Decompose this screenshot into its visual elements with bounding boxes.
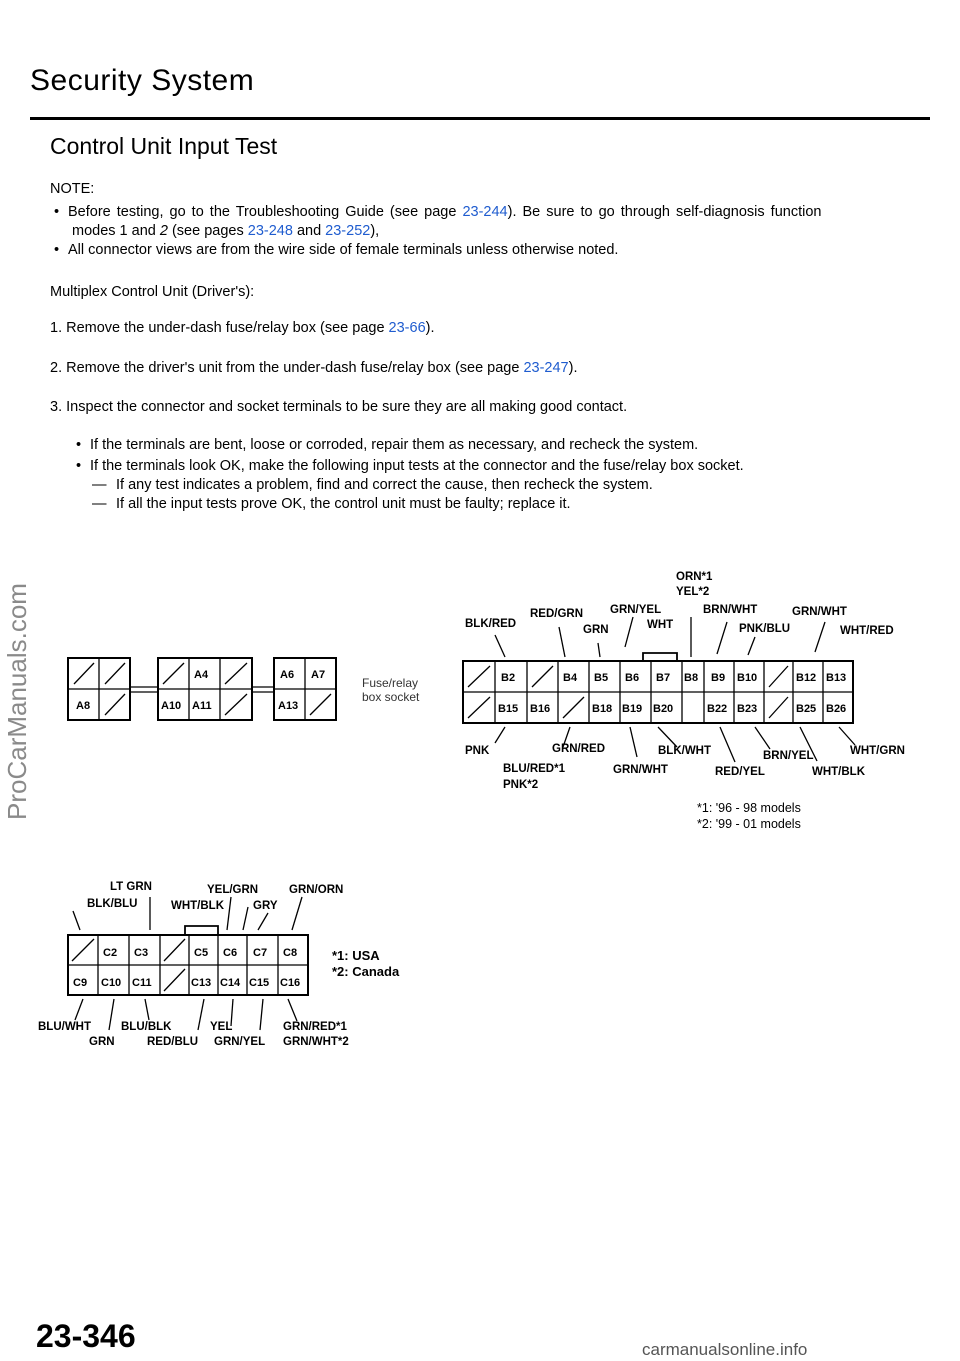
page-link-23-252[interactable]: 23-252 bbox=[325, 223, 371, 239]
pin-b9: B9 bbox=[711, 672, 726, 684]
section-subtitle: Control Unit Input Test bbox=[50, 133, 278, 159]
footnote: *1: USA bbox=[332, 948, 380, 963]
pin-b13: B13 bbox=[826, 672, 847, 684]
mode-number: 2 bbox=[159, 223, 168, 239]
pin-b7: B7 bbox=[656, 672, 671, 684]
pin-c10: C10 bbox=[101, 977, 122, 989]
side-watermark bbox=[2, 583, 38, 830]
note-text: and bbox=[292, 223, 326, 239]
wire-label-red-grn: RED/GRN bbox=[530, 608, 584, 620]
step-3-bullet-1: • If the terminals are bent, loose or corroded, repair them as necessary, and recheck the system. bbox=[90, 436, 698, 454]
step-3-dash-1: — If any test indicates a problem, find and correct the cause, then recheck the system. bbox=[116, 476, 653, 494]
wire-label-brn-wht: BRN/WHT bbox=[703, 604, 758, 616]
pin-a6: A6 bbox=[280, 669, 295, 681]
step-text: ). bbox=[425, 320, 435, 336]
pin-b16: B16 bbox=[530, 703, 551, 715]
note-text: ), bbox=[370, 223, 380, 239]
connector-b-footnotes bbox=[697, 800, 801, 832]
wire-label-grn-wht-c: GRN/WHT*2 bbox=[283, 1036, 349, 1048]
note-text: (see pages bbox=[167, 223, 248, 239]
pin-a11: A11 bbox=[192, 700, 212, 712]
wire-label-wht: WHT bbox=[647, 619, 674, 631]
step-3-dash-2: — If all the input tests prove OK, the control unit must be faulty; replace it. bbox=[116, 495, 571, 513]
step-3: 3. Inspect the connector and socket terminals to be sure they are all making good contact. bbox=[50, 399, 628, 415]
connector-b-diagram bbox=[455, 565, 930, 795]
caption-line: box socket bbox=[362, 690, 420, 704]
footer-watermark: carmanualsonline.info bbox=[642, 1340, 808, 1359]
wire-label-blk-red: BLK/RED bbox=[465, 618, 517, 630]
step-1 bbox=[50, 319, 435, 337]
pin-c6: C6 bbox=[223, 947, 238, 959]
wire-label-lt-grn: LT GRN bbox=[110, 881, 152, 893]
wire-label-wht-red: WHT/RED bbox=[840, 625, 894, 637]
pin-b12: B12 bbox=[796, 672, 817, 684]
title-rule bbox=[30, 117, 930, 120]
pin-a10: A10 bbox=[161, 700, 182, 712]
page-link-23-247[interactable]: 23-247 bbox=[523, 360, 569, 376]
pin-a7: A7 bbox=[311, 669, 326, 681]
wire-label-pnk-blu: PNK/BLU bbox=[739, 623, 791, 635]
pin-a8: A8 bbox=[76, 700, 91, 712]
pin-b2: B2 bbox=[501, 672, 516, 684]
step-text: 1. Remove the under-dash fuse/relay box (see page bbox=[50, 320, 389, 336]
pin-b10: B10 bbox=[737, 672, 758, 684]
wire-label-grn-wht: GRN/WHT bbox=[792, 606, 847, 618]
caption-line: Fuse/relay bbox=[362, 676, 419, 690]
wire-label-blu-blk: BLU/BLK bbox=[121, 1021, 172, 1033]
step-3-bullet-2: • If the terminals look OK, make the following input tests at the connector and the fuse/relay box socket. bbox=[90, 457, 744, 475]
wire-label-grn: GRN bbox=[583, 624, 609, 636]
wire-label-yel-grn: YEL/GRN bbox=[207, 884, 259, 896]
page-number: 23-346 bbox=[36, 1318, 136, 1354]
pin-b8: B8 bbox=[684, 672, 699, 684]
pin-c8: C8 bbox=[283, 947, 298, 959]
pin-b20: B20 bbox=[653, 703, 674, 715]
note-bullet-1 bbox=[68, 203, 928, 221]
pin-b18: B18 bbox=[592, 703, 613, 715]
pin-b19: B19 bbox=[622, 703, 643, 715]
pin-b15: B15 bbox=[498, 703, 519, 715]
wire-label-grn-red-c: GRN/RED*1 bbox=[283, 1021, 347, 1033]
pin-c2: C2 bbox=[103, 947, 118, 959]
connector-a-diagram bbox=[60, 650, 360, 725]
wire-label-grn-c: GRN bbox=[89, 1036, 115, 1048]
footnote: *2: '99 - 01 models bbox=[697, 817, 801, 831]
wire-label-wht-blk-c: WHT/BLK bbox=[171, 900, 225, 912]
pin-c15: C15 bbox=[249, 977, 270, 989]
note-heading: NOTE: bbox=[50, 181, 95, 197]
pin-c13: C13 bbox=[191, 977, 212, 989]
pin-c3: C3 bbox=[134, 947, 149, 959]
wire-label-wht-blk: WHT/BLK bbox=[812, 766, 866, 778]
step-2 bbox=[50, 359, 577, 377]
pin-b6: B6 bbox=[625, 672, 640, 684]
wire-label-brn-yel: BRN/YEL bbox=[763, 750, 814, 762]
pin-b25: B25 bbox=[796, 703, 817, 715]
pin-c11: C11 bbox=[132, 977, 152, 989]
wire-label-grn-orn: GRN/ORN bbox=[289, 884, 344, 896]
note-bullet-2: • All connector views are from the wire side of female terminals unless otherwise noted. bbox=[68, 241, 618, 259]
connector-c-diagram bbox=[35, 875, 365, 1050]
wire-label-blk-wht: BLK/WHT bbox=[658, 745, 712, 757]
page-link-23-244[interactable]: 23-244 bbox=[462, 204, 508, 220]
pin-b26: B26 bbox=[826, 703, 847, 715]
pin-b5: B5 bbox=[594, 672, 609, 684]
page-title: Security System bbox=[30, 64, 255, 97]
pin-c14: C14 bbox=[220, 977, 241, 989]
note-bullet-1-cont bbox=[72, 222, 379, 240]
note-text: ). Be sure to go through self-diagnosis function bbox=[507, 204, 822, 220]
wire-label-yel-c: YEL bbox=[210, 1021, 233, 1033]
wire-label-orn: ORN*1 bbox=[676, 571, 713, 583]
note-text: modes 1 and bbox=[72, 223, 160, 239]
section-label: Multiplex Control Unit (Driver's): bbox=[50, 284, 255, 300]
pin-b4: B4 bbox=[563, 672, 578, 684]
pin-b22: B22 bbox=[707, 703, 728, 715]
wire-label-wht-grn: WHT/GRN bbox=[850, 745, 905, 757]
wire-label-red-yel: RED/YEL bbox=[715, 766, 765, 778]
wire-label-pnk2: PNK*2 bbox=[503, 779, 539, 791]
connector-a-caption bbox=[362, 676, 419, 704]
step-text: ). bbox=[568, 360, 578, 376]
note-text: Before testing, go to the Troubleshooting Guide (see page bbox=[68, 204, 463, 220]
pin-c7: C7 bbox=[253, 947, 268, 959]
wire-label-blk-blu: BLK/BLU bbox=[87, 898, 138, 910]
side-watermark-text: ProCarManuals.com bbox=[2, 583, 32, 820]
pin-c9: C9 bbox=[73, 977, 88, 989]
connector-c-footnotes bbox=[332, 948, 399, 980]
pin-a4: A4 bbox=[194, 669, 209, 681]
wire-label-blu-wht: BLU/WHT bbox=[38, 1021, 92, 1033]
wire-label-red-blu: RED/BLU bbox=[147, 1036, 199, 1048]
page-link-23-248[interactable]: 23-248 bbox=[247, 223, 293, 239]
footnote: *1: '96 - 98 models bbox=[697, 801, 801, 815]
wire-label-grn-wht-b: GRN/WHT bbox=[613, 764, 668, 776]
wire-label-blu-red: BLU/RED*1 bbox=[503, 763, 565, 775]
wire-label-pnk: PNK bbox=[465, 745, 490, 757]
wire-label-grn-red: GRN/RED bbox=[552, 743, 606, 755]
pin-b23: B23 bbox=[737, 703, 758, 715]
footnote: *2: Canada bbox=[332, 964, 400, 979]
pin-a13: A13 bbox=[278, 700, 299, 712]
wire-label-yel: YEL*2 bbox=[676, 586, 710, 598]
wire-label-gry: GRY bbox=[253, 900, 278, 912]
step-text: 2. Remove the driver's unit from the under-dash fuse/relay box (see page bbox=[50, 360, 524, 376]
wire-label-grn-yel-c: GRN/YEL bbox=[214, 1036, 266, 1048]
page-link-23-66[interactable]: 23-66 bbox=[388, 320, 426, 336]
pin-c5: C5 bbox=[194, 947, 209, 959]
wire-label-grn-yel: GRN/YEL bbox=[610, 604, 662, 616]
pin-c16: C16 bbox=[280, 977, 301, 989]
